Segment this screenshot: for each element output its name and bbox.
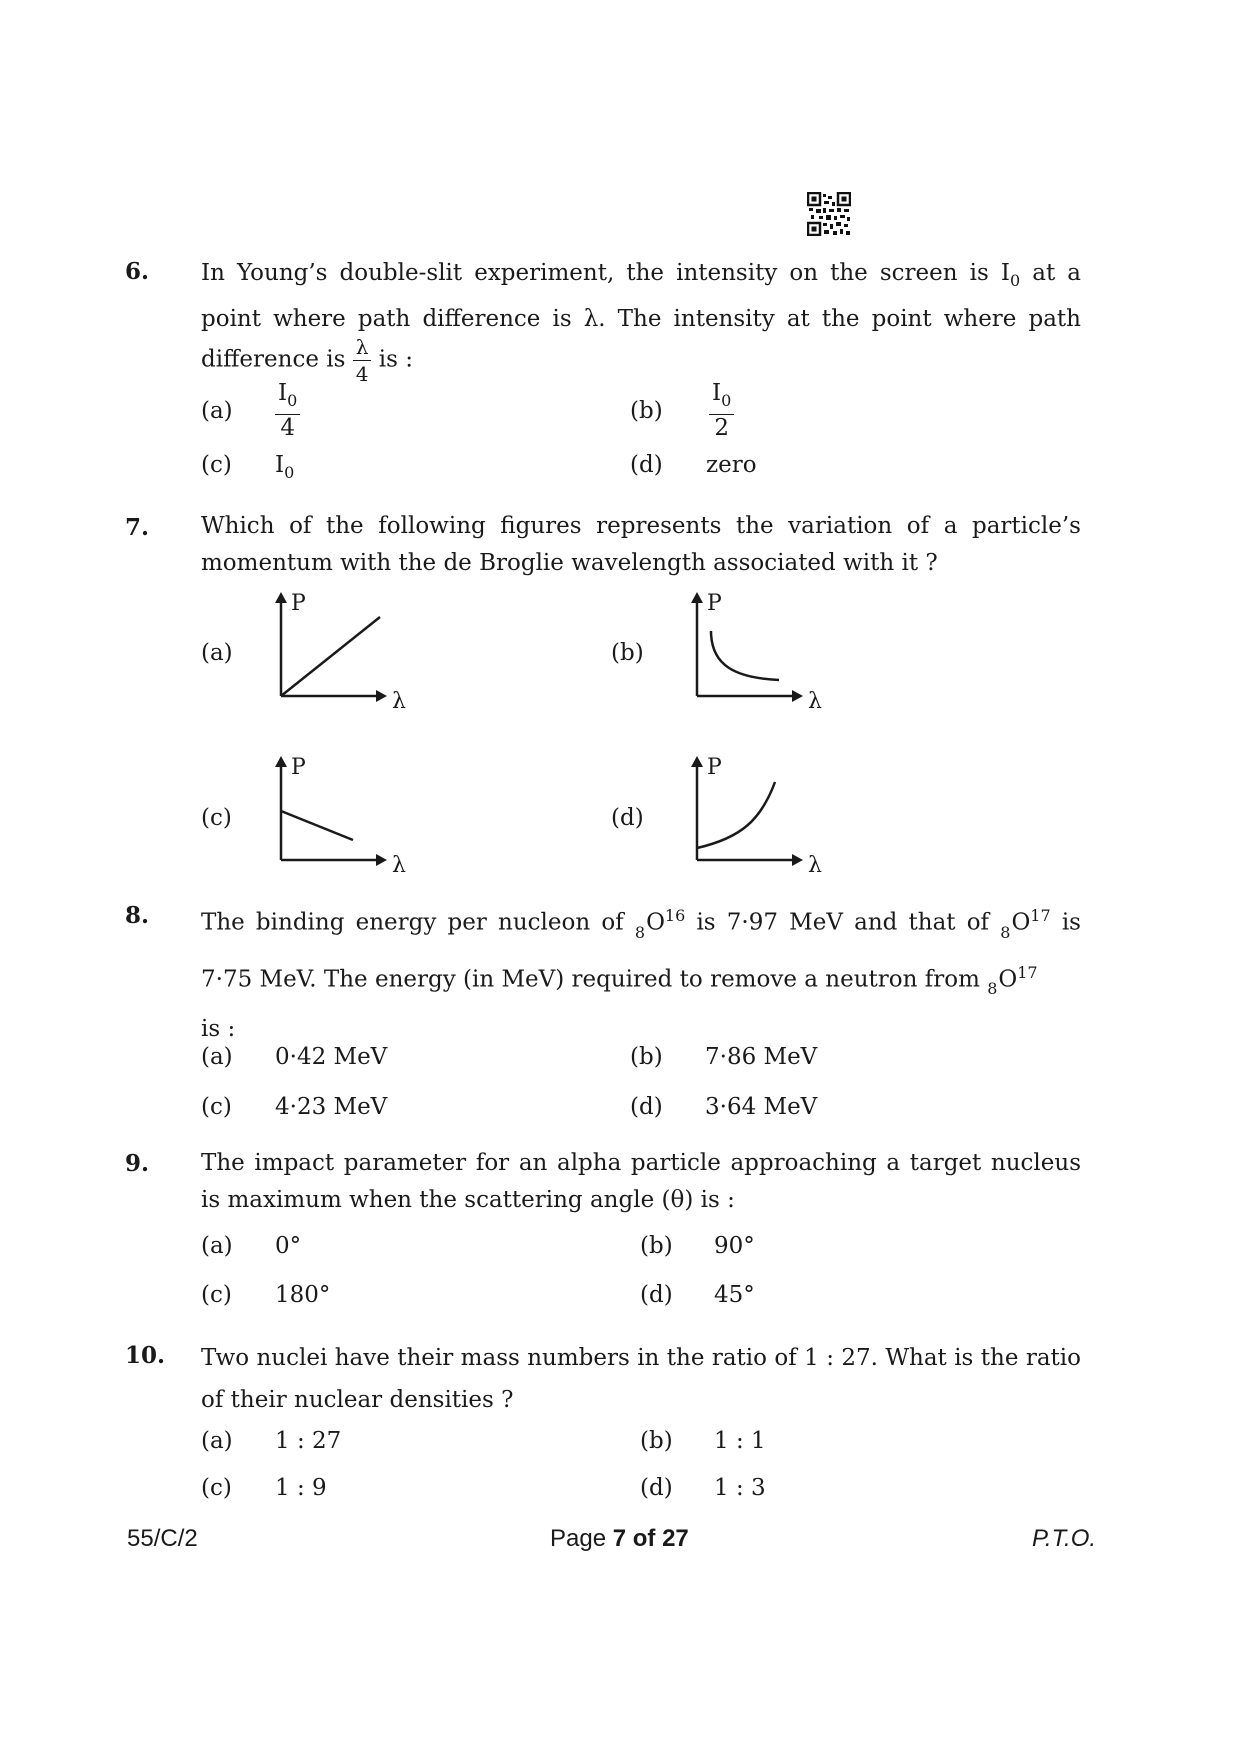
question-7-option-b-label: (b) (611, 640, 644, 666)
question-9-option-a-label: (a) (201, 1233, 233, 1259)
question-10-option-d-label: (d) (640, 1475, 673, 1501)
question-7-option-c-label: (c) (201, 805, 232, 831)
question-7-option-d-label: (d) (611, 805, 644, 831)
question-6-option-d[interactable]: zero (706, 452, 757, 478)
paper-code: 55/C/2 (127, 1525, 198, 1552)
question-7-text: Which of the following figures represents the variation of a particle’s momentum with the de Broglie wavelength associated with it ? (201, 513, 1081, 576)
question-10-text: Two nuclei have their mass numbers in the ratio of 1 : 27. What is the ratio of their nuclear densities ? (201, 1345, 1081, 1413)
question-6-option-b[interactable]: $\frac{I_0}{2}$ (709, 380, 734, 441)
question-8-number: 8. (125, 902, 150, 929)
question-9-option-c-label: (c) (201, 1282, 232, 1308)
question-8-option-a-label: (a) (201, 1044, 233, 1070)
question-8-option-c[interactable]: 4·23 MeV (275, 1094, 388, 1120)
question-10-number: 10. (125, 1342, 166, 1369)
question-6-option-c[interactable]: $I_0$ (275, 452, 295, 482)
question-10-option-a-label: (a) (201, 1428, 233, 1454)
question-8-option-b-label: (b) (630, 1044, 663, 1070)
question-9-option-d[interactable]: 45° (714, 1282, 755, 1308)
question-10-option-c-label: (c) (201, 1475, 232, 1501)
question-9-number: 9. (125, 1150, 150, 1177)
question-8-option-d-label: (d) (630, 1094, 663, 1120)
question-7-option-a-label: (a) (201, 640, 233, 666)
question-10-option-d[interactable]: 1 : 3 (714, 1475, 766, 1501)
graph-d-x-label: λ (808, 853, 822, 875)
lambda-over-4-fraction: $\frac{\lambda}{4}$ (353, 334, 372, 387)
question-10-option-c[interactable]: 1 : 9 (275, 1475, 327, 1501)
graph-c-x-label: λ (392, 853, 406, 875)
question-8-option-b[interactable]: 7·86 MeV (705, 1044, 818, 1070)
graph-b-x-label: λ (808, 689, 822, 711)
question-6-option-d-label: (d) (630, 452, 663, 478)
question-6-text: In Young’s double-slit experiment, the intensity on the screen is $I_0$ at a point where path difference is λ. The intensity at the point where path difference is $\frac{\lambda}{4}$ is : (201, 260, 1081, 386)
qr-code-icon (807, 192, 851, 236)
question-7-number: 7. (125, 514, 150, 541)
question-9-option-c[interactable]: 180° (275, 1282, 331, 1308)
question-8-option-c-label: (c) (201, 1094, 232, 1120)
question-8-text: The binding energy per nucleon of $_8O^{16}$ is 7·97 MeV and that of $_8O^{17}$ is 7·75 MeV. The energy (in MeV) required to remove a neutron from $_8O^{17}$ is : (201, 906, 1081, 1043)
question-9-option-d-label: (d) (640, 1282, 673, 1308)
question-9-option-b[interactable]: 90° (714, 1233, 755, 1259)
question-6-option-a-label: (a) (201, 398, 233, 424)
page-number: Page 7 of 27 (550, 1525, 689, 1552)
please-turn-over: P.T.O. (1032, 1525, 1097, 1552)
question-6-option-c-label: (c) (201, 452, 232, 478)
question-7-graph-c[interactable] (265, 750, 415, 875)
question-8-option-d[interactable]: 3·64 MeV (705, 1094, 818, 1120)
graph-d-y-label: P (707, 755, 722, 780)
question-7-graph-b[interactable] (681, 586, 831, 711)
question-10-option-b[interactable]: 1 : 1 (714, 1428, 766, 1454)
question-6-number: 6. (125, 258, 150, 285)
graph-a-x-label: λ (392, 689, 406, 711)
question-6-option-a[interactable]: $\frac{I_0}{4}$ (275, 380, 300, 441)
graph-c-y-label: P (291, 755, 306, 780)
question-7-graph-d[interactable] (681, 750, 831, 875)
graph-a-y-label: P (291, 591, 306, 616)
question-10-option-b-label: (b) (640, 1428, 673, 1454)
question-7-graph-a[interactable] (265, 586, 415, 711)
question-10-option-a[interactable]: 1 : 27 (275, 1428, 342, 1454)
question-8-option-a[interactable]: 0·42 MeV (275, 1044, 388, 1070)
question-9-option-b-label: (b) (640, 1233, 673, 1259)
question-6-option-b-label: (b) (630, 398, 663, 424)
graph-b-y-label: P (707, 591, 722, 616)
question-9-text: The impact parameter for an alpha particle approaching a target nucleus is maximum when the scattering angle (θ) is : (201, 1150, 1081, 1213)
question-9-option-a[interactable]: 0° (275, 1233, 302, 1259)
